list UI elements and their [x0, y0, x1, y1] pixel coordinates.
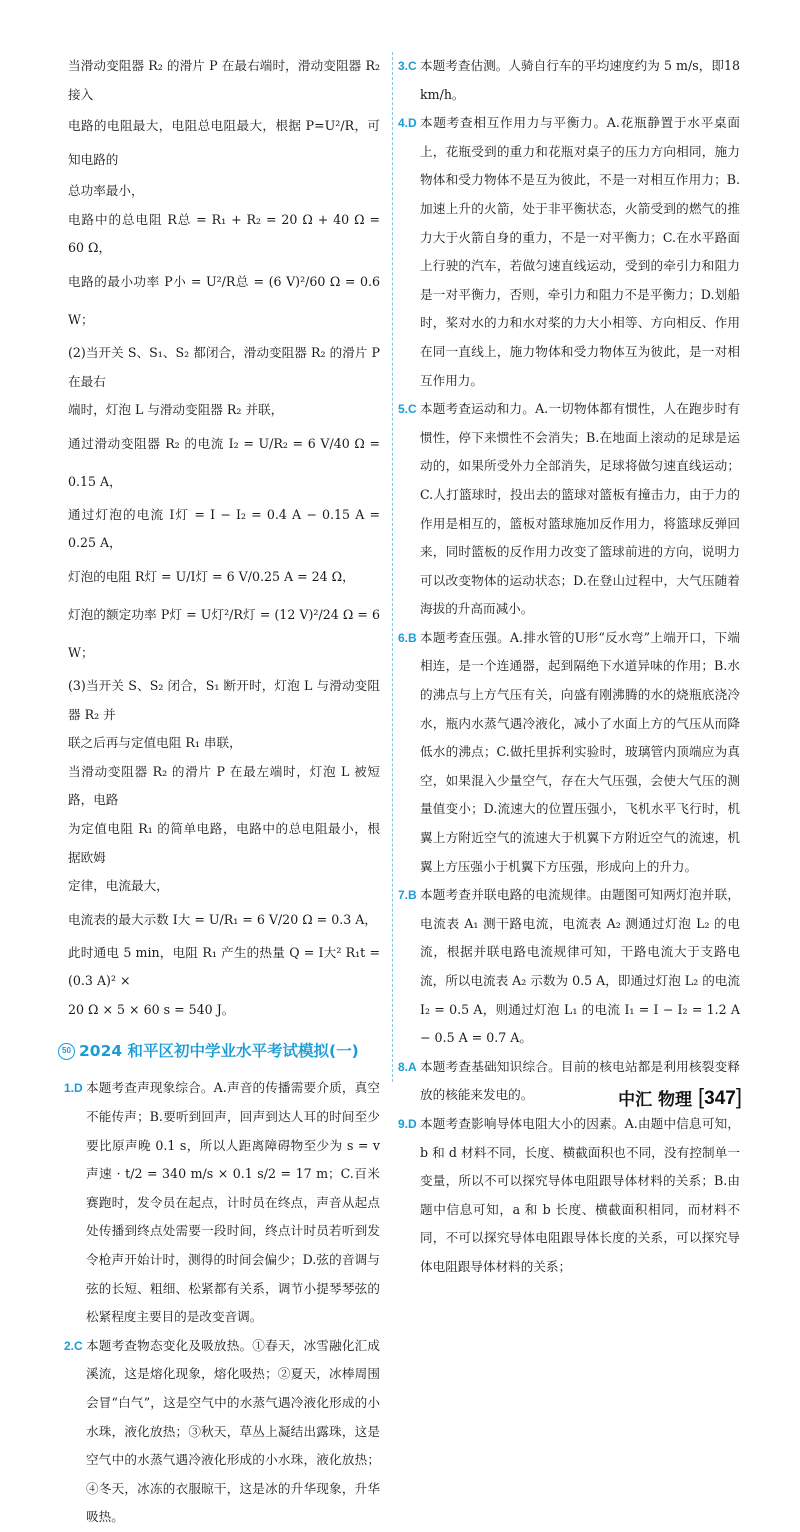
text-line: 端时，灯泡 L 与滑动变阻器 R₂ 并联，	[68, 402, 284, 418]
column-divider	[392, 52, 393, 1082]
answer-text: 本题考查运动和力。A.一切物体都有惯性，人在跑步时有惯性，停下来惯性不会消失；B.在地面上滚动的足球是运动的，如果所受外力全部消失，足球将做匀速直线运动；C.人打篮球时，投出去的篮球对篮板有撞击力，由于力的作用是相互的，篮板对篮球施加反作用力，将篮球反弹回来，同时篮板的反作用力改变了篮球前进的方向，说明力可以改变物体的运动状态；D.在登山过程中，大气压随着海拔的升高而减小。	[420, 401, 740, 617]
text-line: 定律，电流最大，	[68, 878, 169, 894]
left-column	[62, 52, 380, 1532]
answer-item	[398, 395, 740, 624]
answer-text: 本题考查并联电路的电流规律。由题图可知两灯泡并联，电流表 A₁ 测干路电流，电流表 A₂ 测通过灯泡 L₂ 的电流，根据并联电路电流规律可知，干路电流大于支路电流，所以电流表 A₂ 示数为 0.5 A，即通过灯泡 L₂ 的电流 I₂ = 0.5 A，则通过灯泡 L₁ 的电流 I₁ = I − I₂ = 1.2 A − 0.5 A = 0.7 A。	[420, 887, 740, 1046]
answer-item	[64, 1332, 380, 1532]
text-line: 电路的电阻最大，电阻总电阻最大，根据 P=U²/R，可知电路的	[68, 118, 380, 168]
answer-number: 1.D	[64, 1081, 83, 1096]
answer-number: 6.B	[398, 630, 417, 645]
page-number-value: 347	[704, 1088, 736, 1109]
answer-number: 2.C	[64, 1338, 83, 1353]
answer-item	[398, 1110, 740, 1282]
text-line: 此时通电 5 min，电阻 R₁ 产生的热量 Q = I大² R₁t = (0.3 A)² ×	[68, 944, 380, 989]
answer-item	[398, 109, 740, 395]
formula-line: 灯泡的电阻 R灯 = U/I灯 = 6 V/0.25 A = 24 Ω，	[68, 568, 355, 584]
answer-text: 本题考查估测。人骑自行车的平均速度约为 5 m/s，即18 km/h。	[420, 58, 740, 102]
text-line: 通过灯泡的电流 I灯 = I − I₂ = 0.4 A − 0.15 A = 0.25 A，	[68, 506, 380, 551]
answer-number: 9.D	[398, 1116, 417, 1131]
section-title	[58, 1038, 380, 1064]
answer-text: 本题考查影响导体电阻大小的因素。A.由题中信息可知，b 和 d 材料不同，长度、横截面积也不同，没有控制单一变量，所以不可以探究导体电阻跟导体材料的关系；B.由题中信息可知，a 和 b 长度、横截面积相同，而材料不同，不可以探究导体电阻跟导体长度的关系，可以探究导体电阻跟导体材料的关系；	[420, 1115, 740, 1274]
answer-number: 7.B	[398, 888, 417, 903]
answer-text: 本题考查相互作用力与平衡力。A.花瓶静置于水平桌面上，花瓶受到的重力和花瓶对桌子的压力方向相同，施力物体和受力物体不是互为彼此，不是一对相互作用力；B.加速上升的火箭，处于非平衡状态，火箭受到的燃气的推力大于火箭自身的重力，不是一对平衡力；C.在水平路面上行驶的汽车，若做匀速直线运动，受到的牵引力和阻力是一对平衡力，否则，牵引力和阻力不是平衡力；D.划船时，桨对水的力和水对桨的力大小相等、方向相反、作用在同一直线上，施力物体和受力物体互为彼此，是一对相互作用力。	[420, 115, 740, 388]
text-line: 20 Ω × 5 × 60 s = 540 J。	[68, 1001, 235, 1017]
text-line: 当滑动变阻器 R₂ 的滑片 P 在最右端时，滑动变阻器 R₂ 接入	[68, 58, 380, 102]
answer-text: 本题考查声现象综合。A.声音的传播需要介质，真空不能传声；B.要听到回声，回声到达人耳的时间至少要比原声晚 0.1 s，所以人距离障碍物至少为 s = v声速 · t/2 = 340 m/s × 0.1 s/2 = 17 m；C.百米赛跑时，发令员在起点，计时员在终点，声音从起点处传播到终点处需要一段时间，终点计时员若听到发令枪声开始计时，测得的时间会偏少；D.弦的音调与弦的长短、粗细、松紧都有关系，调节小提琴琴弦的松紧程度主要目的是改变音调。	[86, 1080, 380, 1325]
text-line: (3)当开关 S、S₂ 闭合，S₁ 断开时，灯泡 L 与滑动变阻器 R₂ 并	[68, 677, 380, 722]
page-footer	[618, 1084, 742, 1110]
answer-item	[64, 1074, 380, 1331]
answer-item	[398, 52, 740, 109]
formula-line: 电路的最小功率 P小 = U²/R总 = (6 V)²/60 Ω = 0.6 W；	[68, 273, 380, 327]
page-number	[698, 1084, 742, 1110]
formula-line: 通过滑动变阻器 R₂ 的电流 I₂ = U/R₂ = 6 V/40 Ω = 0.15 A，	[68, 435, 380, 489]
text-line: 总功率最小，	[68, 183, 144, 199]
circled-number-icon: 50	[58, 1043, 75, 1060]
formula-line: 灯泡的额定功率 P灯 = U灯²/R灯 = (12 V)²/24 Ω = 6 W；	[68, 606, 380, 660]
answer-text: 本题考查基础知识综合。目前的核电站都是利用核裂变释放的核能来发电的。	[420, 1058, 740, 1103]
answer-number: 5.C	[398, 402, 417, 417]
formula-line: 电流表的最大示数 I大 = U/R₁ = 6 V/20 Ω = 0.3 A，	[68, 911, 377, 927]
text-line: (2)当开关 S、S₁、S₂ 都闭合，滑动变阻器 R₂ 的滑片 P 在最右	[68, 344, 380, 389]
answer-item	[398, 624, 740, 881]
section-title-text: 2024 和平区初中学业水平考试模拟(一)	[79, 1042, 359, 1061]
bracket-left-icon: [	[698, 1084, 705, 1109]
text-line: 为定值电阻 R₁ 的简单电路，电路中的总电阻最小，根据欧姆	[68, 820, 380, 865]
footer-subject: 中汇 物理	[618, 1089, 693, 1110]
answer-number: 3.C	[398, 59, 417, 73]
answer-number: 8.A	[398, 1059, 417, 1074]
bracket-right-icon: ]	[735, 1084, 742, 1109]
text-line: 当滑动变阻器 R₂ 的滑片 P 在最左端时，灯泡 L 被短路，电路	[68, 763, 380, 808]
answer-item	[398, 881, 740, 1053]
text-line: 电路中的总电阻 R总 = R₁ + R₂ = 20 Ω + 40 Ω = 60 Ω，	[68, 211, 380, 256]
answer-number: 4.D	[398, 116, 417, 131]
text-line: 联之后再与定值电阻 R₁ 串联，	[68, 735, 242, 751]
answer-text: 本题考查物态变化及吸放热。①春天，冰雪融化汇成溪流，这是熔化现象，熔化吸热；②夏天，冰棒周围会冒“白气”，这是空气中的水蒸气遇冷液化形成的小水珠，液化放热；③秋天，草丛上凝结出露珠，这是空气中的水蒸气遇冷液化形成的小水珠，液化放热；④冬天，冰冻的衣服晾干，这是冰的升华现象，升华吸热。	[86, 1337, 380, 1525]
answer-text: 本题考查压强。A.排水管的U形“反水弯”上端开口，下端相连，是一个连通器，起到隔绝下水道异味的作用；B.水的沸点与上方气压有关，向盛有刚沸腾的水的烧瓶底浇冷水，瓶内水蒸气遇冷液化，减小了水面上方的气压从而降低水的沸点；C.做托里拆利实验时，玻璃管内顶端应为真空，如果混入少量空气，存在大气压强，会使大气压的测量值变小；D.流速大的位置压强小，飞机水平飞行时，机翼上方附近空气的流速大于机翼下方附近空气的流速，机翼上方压强小于机翼下方压强，形成向上的升力。	[420, 629, 740, 874]
